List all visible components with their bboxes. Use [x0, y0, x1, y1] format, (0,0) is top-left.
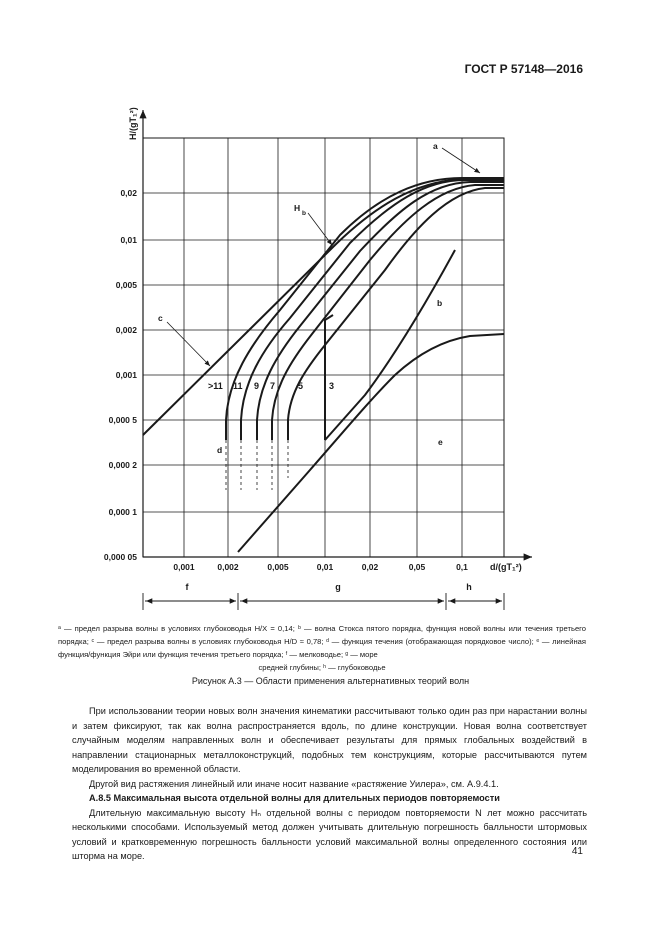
region-label-hb-sub: b: [302, 210, 306, 217]
section-heading: A.8.5 Максимальная высота отдельной волны для длительных периодов повторяемости: [89, 793, 500, 803]
x-tick: 0,05: [408, 562, 426, 572]
y-tick: 0,002: [115, 325, 137, 335]
zone-label-h: h: [466, 582, 472, 592]
x-tick: 0,005: [267, 562, 289, 572]
y-tick: 0,000 5: [108, 415, 137, 425]
y-tick: 0,001: [115, 370, 137, 380]
y-axis-label: H/(gT₁²): [128, 107, 138, 140]
paragraph: Другой вид растяжения линейный или иначе носит название «растяжение Уилера», см. A.9.4.1.: [89, 778, 499, 789]
x-tick: 0,002: [217, 562, 239, 572]
document-header: ГОСТ Р 57148—2016: [464, 62, 583, 76]
region-label-d: d: [217, 445, 223, 455]
zone-label-f: f: [185, 582, 189, 592]
x-axis-label: d/(gT₁²): [490, 562, 522, 572]
curve-label: >11: [208, 381, 223, 391]
curve-label: 7: [270, 381, 276, 391]
curve-label: 5: [298, 381, 304, 391]
region-label-b: b: [437, 298, 443, 308]
region-label-e: e: [438, 437, 443, 447]
region-label-hb: H: [294, 203, 301, 213]
zone-label-g: g: [335, 582, 341, 592]
page-number: 41: [571, 846, 583, 857]
paragraph: Длительную максимальную высоту Hₙ отдельной волны с периодом повторяемости N лет можно рассчитать несколькими способами. Используемый метод должен учитывать длительную погрешность балльности штормовых условий и кратковременную погрешность балльности условий максимальной волны определенного состояния или шторма на море.: [72, 807, 587, 861]
y-tick: 0,000 05: [103, 552, 137, 562]
figure-footnotes: [58, 622, 586, 674]
x-tick: 0,001: [173, 562, 195, 572]
y-tick: 0,02: [120, 188, 137, 198]
region-label-c: c: [158, 313, 163, 323]
y-tick: 0,005: [115, 280, 137, 290]
figure-caption: Рисунок A.3 — Области применения альтернативных теорий волн: [191, 676, 470, 686]
footnote-text-end: средней глубины; ʰ — глубоководье: [258, 663, 386, 672]
body-text: [72, 704, 587, 864]
curve-label: 3: [329, 381, 335, 391]
y-tick: 0,000 2: [108, 460, 137, 470]
y-tick: 0,000 1: [108, 507, 137, 517]
curve-label: 9: [254, 381, 260, 391]
footnote-text: ᵃ — предел разрыва волны в условиях глубоководья H/X = 0,14; ᵇ — волна Стокса пятого порядка, функция новой волны или течения третьего порядка; ᶜ — предел разрыва волны в условиях глубоководья H/D ≈ 0,78; ᵈ — функция течения (отображающая порядковое число); ᵉ — линейная функция/функция Эйри или функция течения третьего порядка; ᶠ — мелководье; ᵍ — море: [58, 624, 586, 659]
x-tick: 0,1: [456, 562, 468, 572]
y-tick: 0,01: [120, 235, 137, 245]
paragraph: При использовании теории новых волн значения кинематики рассчитывают только один раз при нарастании волны и затем фиксируют, так как волна распространяется вдоль, по длине конструкции. Новая волна соответствует случайным моделям направленных волн и обеспечивает результаты для прямых глобальных воздействий в направлении стационарных металлоконструкций, подобных тем конструкциям, которые рассчитываются путем моделирования во временной области.: [72, 706, 587, 774]
x-tick: 0,02: [361, 562, 379, 572]
curve-label: 11: [233, 381, 243, 391]
region-label-a: a: [433, 141, 438, 151]
x-tick: 0,01: [316, 562, 334, 572]
